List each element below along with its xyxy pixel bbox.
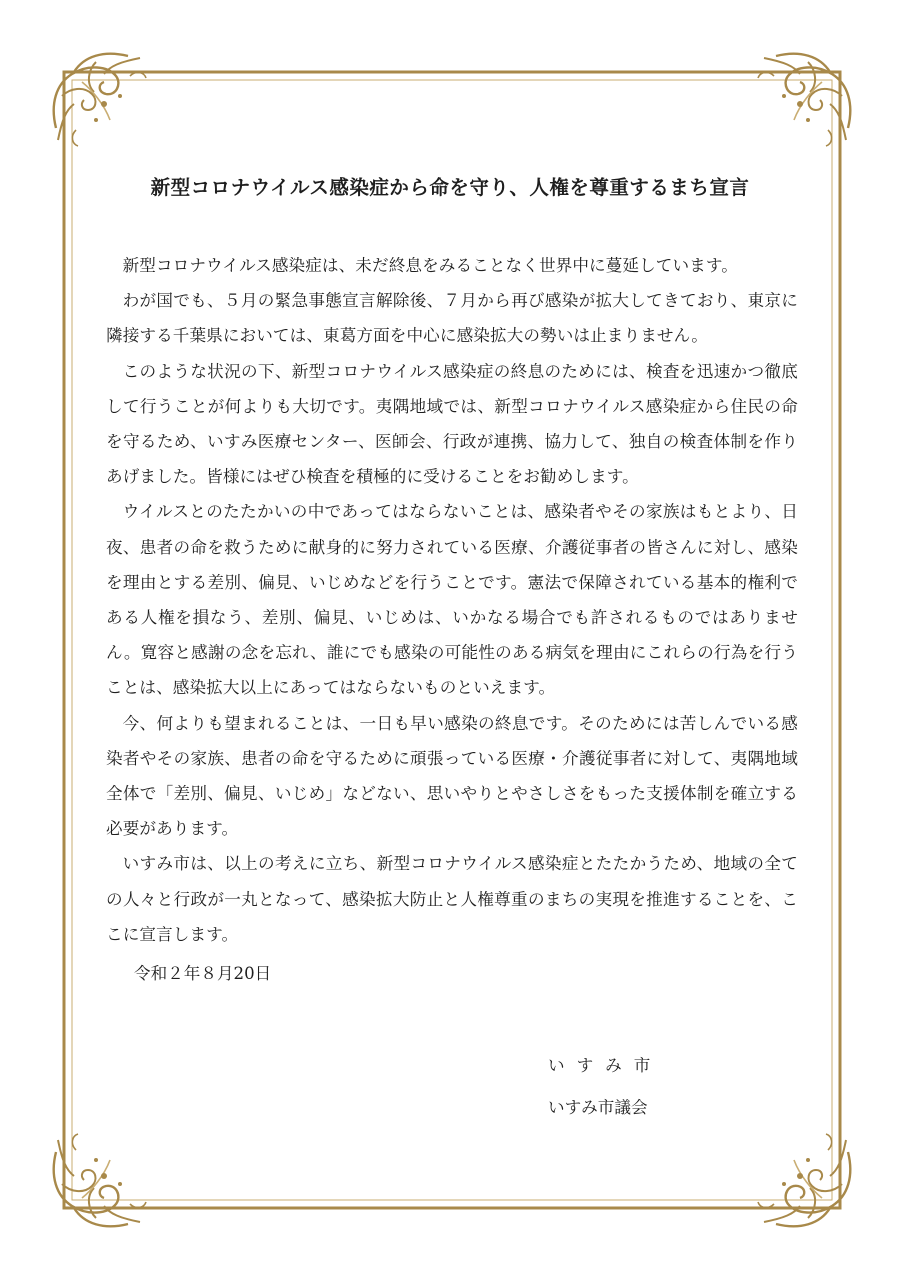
declaration-body	[106, 248, 798, 952]
document-title: 新型コロナウイルス感染症から命を守り、人権を尊重するまち宣言	[150, 176, 750, 199]
corner-ornament-top-right	[758, 54, 850, 146]
corner-ornament-bottom-left	[54, 1134, 146, 1226]
declaration-document	[106, 160, 798, 1117]
paragraph-5: 今、何よりも望まれることは、一日も早い感染の終息です。そのためには苦しんでいる感染者やその家族、患者の命を守るために頑張っている医療・介護従事者に対して、夷隅地域全体で「差別、偏見、いじめ」などない、思いやりとやさしさをもった支援体制を確立する必要があります。	[106, 713, 798, 839]
paragraph-3: このような状況の下、新型コロナウイルス感染症の終息のためには、検査を迅速かつ徹底して行うことが何よりも大切です。夷隅地域では、新型コロナウイルス感染症から住民の命を守るため、いすみ医療センター、医師会、行政が連携、協力して、独自の検査体制を作りあげました。皆様にはぜひ検査を積極的に受けることをお勧めします。	[106, 361, 798, 487]
paragraph-1: 新型コロナウイルス感染症は、未だ終息をみることなく世界中に蔓延しています。	[122, 256, 738, 275]
paragraph-2: わが国でも、５月の緊急事態宣言解除後、７月から再び感染が拡大してきており、東京に隣接する千葉県においては、東葛方面を中心に感染拡大の勢いは止まりません。	[106, 291, 798, 346]
signatory-city: いすみ市	[548, 1056, 663, 1075]
declaration-date: 令和２年８月20日	[134, 964, 272, 983]
paragraph-6: いすみ市は、以上の考えに立ち、新型コロナウイルス感染症とたたかうため、地域の全ての人々と行政が一丸となって、感染拡大防止と人権尊重のまちの実現を推進することを、ここに宣言します。	[106, 854, 798, 944]
paragraph-4: ウイルスとのたたかいの中であってはならないことは、感染者やその家族はもとより、日夜、患者の命を救うために献身的に努力されている医療、介護従事者の皆さんに対し、感染を理由とする差別、偏見、いじめなどを行うことです。憲法で保障されている基本的権利である人権を損なう、差別、偏見、いじめは、いかなる場合でも許されるものではありません。寛容と感謝の念を忘れ、誰にでも感染の可能性のある病気を理由にこれらの行為を行うことは、感染拡大以上にあってはならないものといえます。	[106, 502, 798, 698]
corner-ornament-top-left	[54, 54, 146, 146]
corner-ornament-bottom-right	[758, 1134, 850, 1226]
signatory-city-council: いすみ市議会	[548, 1098, 648, 1117]
